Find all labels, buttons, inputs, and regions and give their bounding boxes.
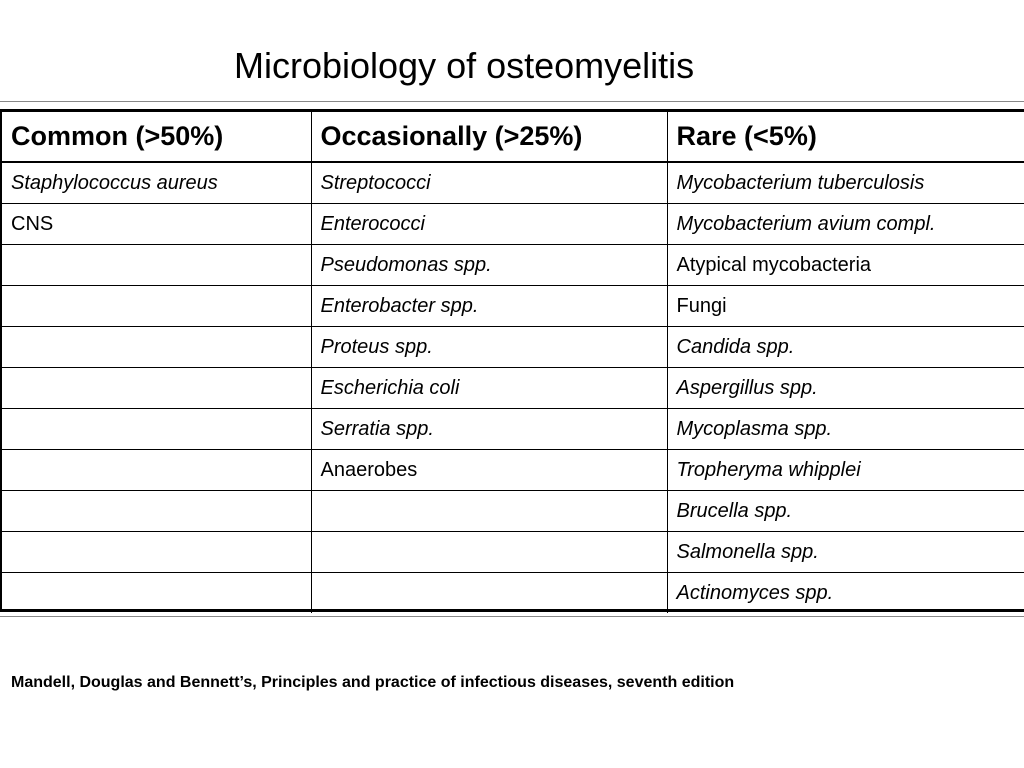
- bottom-divider: [0, 616, 1024, 617]
- cell-rare: Atypical mycobacteria: [667, 245, 1024, 286]
- cell-occasionally: Anaerobes: [311, 450, 667, 491]
- header-rare: Rare (<5%): [667, 112, 1024, 162]
- table-row: [2, 409, 1024, 450]
- table-row: [2, 327, 1024, 368]
- table-row: [2, 368, 1024, 409]
- cell-rare: Mycoplasma spp.: [667, 409, 1024, 450]
- cell-occasionally: Enterococci: [311, 204, 667, 245]
- cell-common: [2, 573, 311, 614]
- table-header-row: [2, 112, 1024, 162]
- cell-occasionally: Enterobacter spp.: [311, 286, 667, 327]
- cell-occasionally: Escherichia coli: [311, 368, 667, 409]
- cell-common: [2, 286, 311, 327]
- cell-common: [2, 245, 311, 286]
- table-row: [2, 245, 1024, 286]
- table-row: [2, 491, 1024, 532]
- table-row: [2, 532, 1024, 573]
- cell-common: [2, 532, 311, 573]
- header-occasionally: Occasionally (>25%): [311, 112, 667, 162]
- cell-occasionally: Proteus spp.: [311, 327, 667, 368]
- cell-rare: Aspergillus spp.: [667, 368, 1024, 409]
- cell-occasionally: [311, 491, 667, 532]
- table-row: [2, 204, 1024, 245]
- table-row: [2, 450, 1024, 491]
- table-frame: [0, 109, 1024, 612]
- header-common: Common (>50%): [2, 112, 311, 162]
- cell-rare: Candida spp.: [667, 327, 1024, 368]
- cell-common: [2, 327, 311, 368]
- table-row: [2, 162, 1024, 204]
- cell-common: [2, 450, 311, 491]
- cell-rare: Mycobacterium tuberculosis: [667, 162, 1024, 204]
- cell-rare: Actinomyces spp.: [667, 573, 1024, 614]
- top-divider: [0, 101, 1024, 102]
- page-title: Microbiology of osteomyelitis: [234, 45, 695, 86]
- table-row: [2, 573, 1024, 614]
- microbiology-table: [2, 112, 1024, 613]
- cell-common: Staphylococcus aureus: [2, 162, 311, 204]
- cell-occasionally: Serratia spp.: [311, 409, 667, 450]
- cell-occasionally: [311, 532, 667, 573]
- cell-rare: Tropheryma whipplei: [667, 450, 1024, 491]
- cell-rare: Salmonella spp.: [667, 532, 1024, 573]
- table-row: [2, 286, 1024, 327]
- cell-common: [2, 491, 311, 532]
- citation: Mandell, Douglas and Bennett’s, Principles and practice of infectious diseases, seventh edition: [11, 674, 735, 691]
- cell-rare: Mycobacterium avium compl.: [667, 204, 1024, 245]
- cell-common: CNS: [2, 204, 311, 245]
- table-body: [2, 162, 1024, 613]
- cell-common: [2, 409, 311, 450]
- cell-occasionally: [311, 573, 667, 614]
- cell-rare: Brucella spp.: [667, 491, 1024, 532]
- cell-rare: Fungi: [667, 286, 1024, 327]
- cell-common: [2, 368, 311, 409]
- cell-occasionally: Pseudomonas spp.: [311, 245, 667, 286]
- cell-occasionally: Streptococci: [311, 162, 667, 204]
